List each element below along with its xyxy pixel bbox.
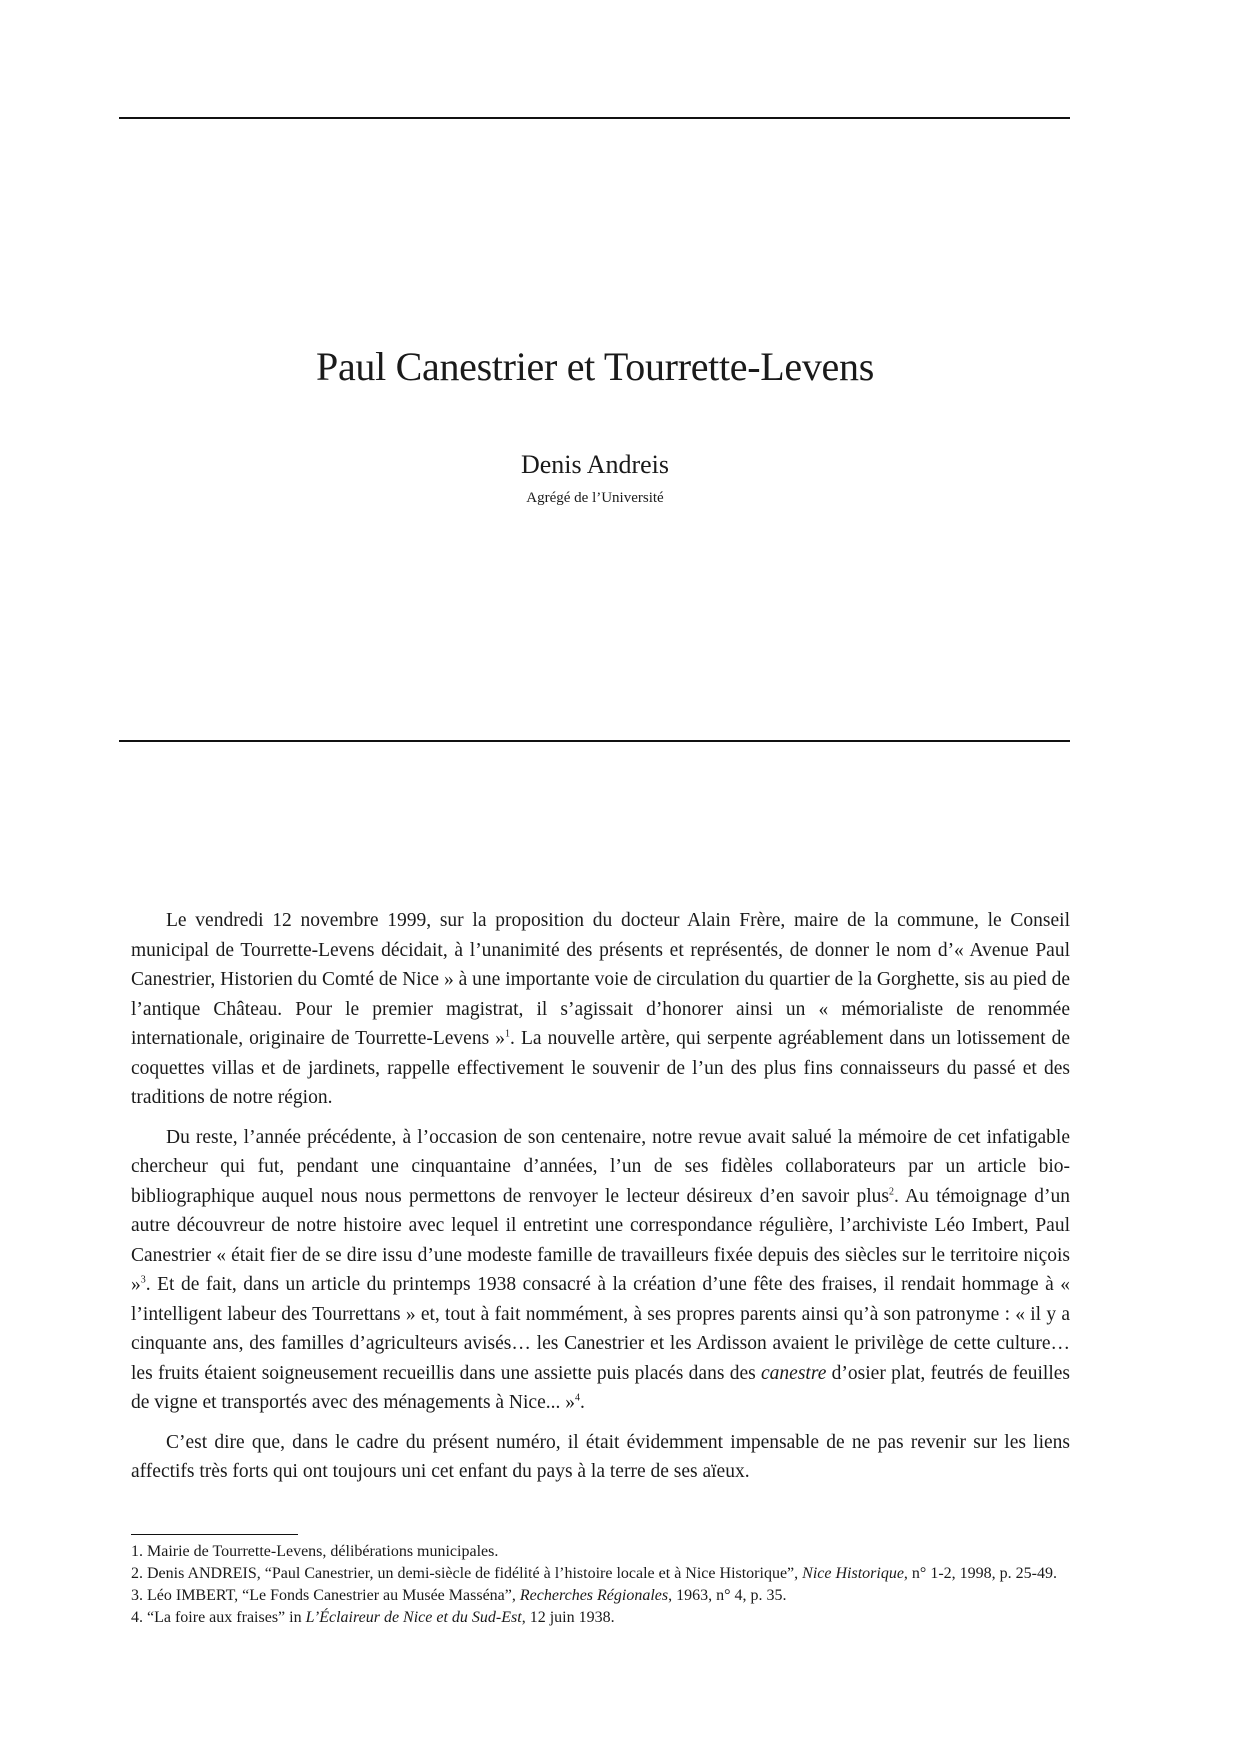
article-body xyxy=(131,906,1070,1497)
paragraph-1 xyxy=(131,906,1070,1113)
footnote-2-italic: Nice Historique xyxy=(802,1565,904,1582)
header-bottom-rule xyxy=(119,740,1070,742)
paragraph-2-text: Du reste, l’année précédente, à l’occasion de son centenaire, notre revue avait salué la mémoire de cet infatigable chercheur qui fut, pendant une cinquantaine d’années, l’un de ses fidèles collaborateurs par un article bio-bibliographique auquel nous nous permettons de renvoyer le lecteur désireux d’en savoir plus xyxy=(131,1126,1070,1207)
footnote-1-text: 1. Mairie de Tourrette-Levens, délibérations municipales. xyxy=(131,1543,499,1560)
footnote-4-text-after: , 12 juin 1938. xyxy=(521,1609,615,1626)
footnote-3-italic: Recherches Régionales xyxy=(519,1587,669,1604)
paragraph-3 xyxy=(131,1428,1070,1487)
footnote-ref-2[interactable]: 2 xyxy=(889,1186,895,1197)
footnote-3-text: 3. Léo IMBERT, “Le Fonds Canestrier au Musée Masséna”, xyxy=(131,1587,520,1604)
footnotes xyxy=(131,1541,1070,1629)
paragraph-2-text-c: . Et de fait, dans un article du printemps 1938 consacré à la création d’une fête des fraises, il rendait hommage à « l’intelligent labeur des Tourrettans » et, tout à fait nommément, à ses propres parents ainsi qu’à son patronyme : « il y a cinquante ans, des familles d’agriculteurs avisés… les Canestrier et les Ardisson avaient le privilège de cette culture… les fruits étaient soigneusement recueillis dans une assiette puis placés dans des xyxy=(131,1274,1070,1384)
footnote-1 xyxy=(131,1541,1070,1563)
footnote-separator xyxy=(131,1534,298,1535)
author-affiliation: Agrégé de l’Université xyxy=(526,490,664,506)
footnote-2 xyxy=(131,1563,1070,1585)
footnote-2-text: 2. Denis ANDREIS, “Paul Canestrier, un demi-siècle de fidélité à l’histoire locale et à Nice Historique”, xyxy=(131,1565,803,1582)
footnote-3 xyxy=(131,1585,1070,1607)
footnote-ref-1[interactable]: 1 xyxy=(504,1028,510,1040)
article-title: Paul Canestrier et Tourrette-Levens xyxy=(316,344,874,389)
paragraph-3-text: C’est dire que, dans le cadre du présent numéro, il était évidemment impensable de ne pas revenir sur les liens affectifs très forts qui ont toujours uni cet enfant du pays à la terre de ses aïeux. xyxy=(131,1431,1070,1482)
paragraph-2-text-d: d’osier plat, feutrés de feuilles de vigne et transportés avec des ménagements à Nice... » xyxy=(131,1362,1070,1413)
footnote-4-italic: L’Éclaireur de Nice et du Sud-Est xyxy=(305,1609,522,1626)
paragraph-2 xyxy=(131,1123,1070,1418)
paragraph-2-text-b: . Au témoignage d’un autre découvreur de notre histoire avec lequel il entretint une correspondance régulière, l’archiviste Léo Imbert, Paul Canestrier « était fier de se dire issu d’une modeste famille de travailleurs fixée depuis des siècles sur le territoire niçois » xyxy=(131,1185,1070,1295)
paragraph-1-text-cont: . La nouvelle artère, qui serpente agréablement dans un lotissement de coquettes villas et de jardinets, rappelle effectivement le souvenir de l’un des plus fins connaisseurs du passé et des traditions de notre région. xyxy=(131,1028,1070,1108)
footnote-4-text: 4. “La foire aux fraises” in xyxy=(131,1609,306,1626)
footnote-ref-4[interactable]: 4 xyxy=(575,1392,580,1404)
paragraph-2-text-e: . xyxy=(580,1392,585,1413)
paragraph-2-italic-word: canestre xyxy=(761,1362,827,1384)
footnote-ref-3[interactable]: 3 xyxy=(140,1274,146,1286)
author-name: Denis Andreis xyxy=(520,450,670,479)
footnote-4 xyxy=(131,1607,1070,1629)
footnote-3-text-after: , 1963, n° 4, p. 35. xyxy=(668,1587,787,1604)
footnote-2-text-after: , n° 1-2, 1998, p. 25-49. xyxy=(903,1565,1057,1582)
top-rule xyxy=(119,117,1070,119)
paragraph-1-text: Le vendredi 12 novembre 1999, sur la proposition du docteur Alain Frère, maire de la commune, le Conseil municipal de Tourrette-Levens décidait, à l’unanimité des présents et représentés, de donner le nom d’« Avenue Paul Canestrier, Historien du Comté de Nice » à une importante voie de circulation du quartier de la Gorghette, sis au pied de l’antique Château. Pour le premier magistrat, il s’agissait d’honorer ainsi un « mémorialiste de renommée internationale, originaire de Tourrette-Levens » xyxy=(131,910,1070,1049)
